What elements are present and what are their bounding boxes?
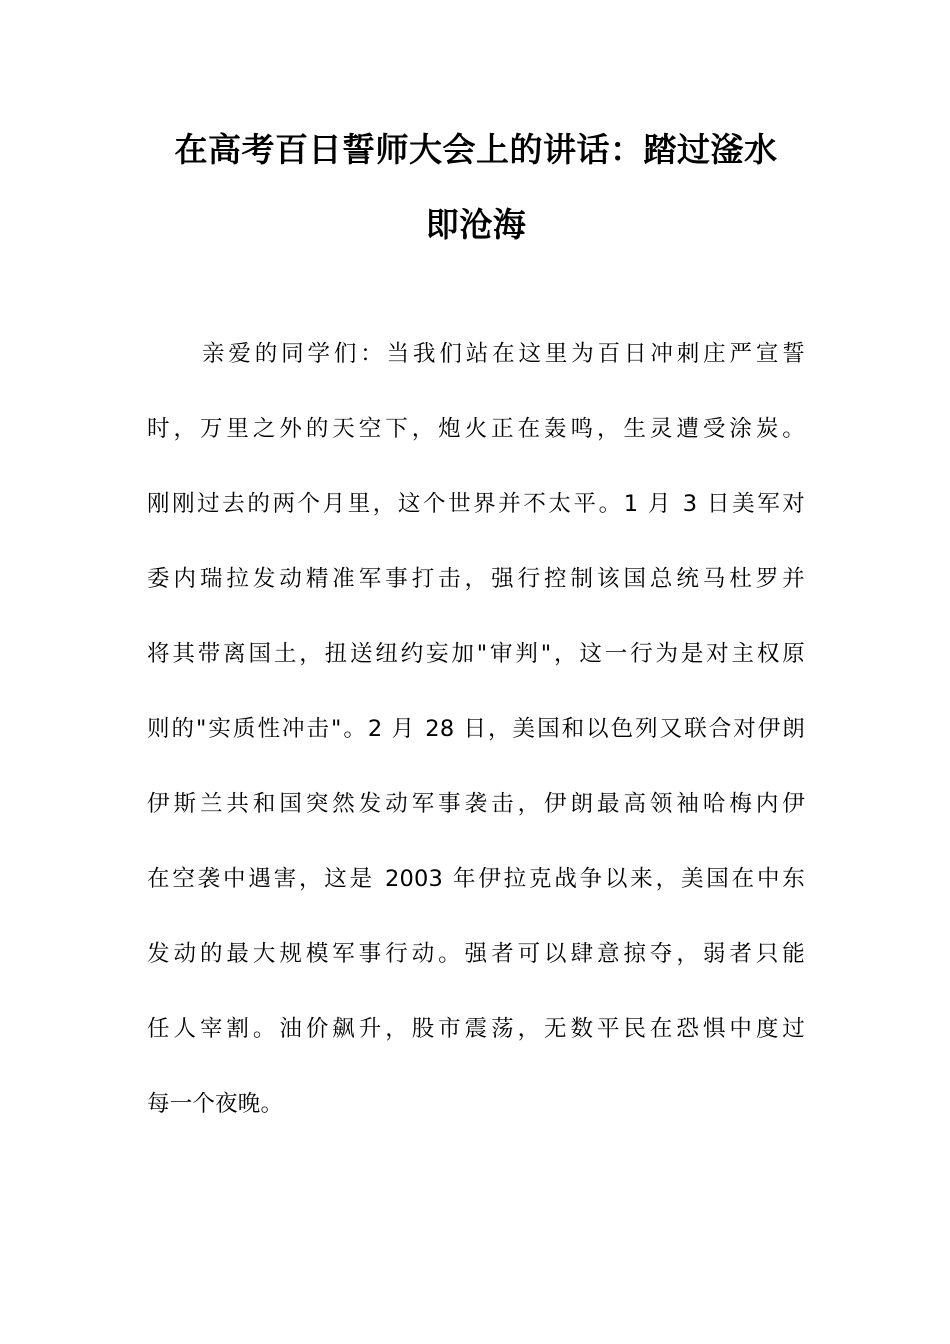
body-line-8: 在空袭中遇害，这是 2003 年伊拉克战争以来，美国在中东: [147, 866, 805, 892]
body-line-1: 亲爱的同学们：当我们站在这里为百日冲刺庄严宣誓: [202, 341, 805, 367]
body-line-11: 每一个夜晚。: [147, 1091, 284, 1117]
body-line-3: 刚刚过去的两个月里，这个世界并不太平。1 月 3 日美军对: [147, 491, 805, 517]
title-line-1: 在高考百日誓师大会上的讲话：踏过滏水: [174, 130, 778, 169]
body-line-2: 时，万里之外的天空下，炮火正在轰鸣，生灵遭受涂炭。: [147, 416, 805, 442]
body-line-7: 伊斯兰共和国突然发动军事袭击，伊朗最高领袖哈梅内伊: [147, 791, 805, 817]
title-line-2: 即沧海: [425, 205, 527, 244]
body-line-10: 任人宰割。油价飙升，股市震荡，无数平民在恐惧中度过: [147, 1016, 805, 1042]
body-paragraph: [147, 317, 805, 1142]
body-line-4: 委内瑞拉发动精准军事打击，强行控制该国总统马杜罗并: [147, 566, 805, 592]
document-title: [147, 112, 805, 262]
body-line-9: 发动的最大规模军事行动。强者可以肆意掠夺，弱者只能: [147, 941, 805, 967]
body-line-6: 则的"实质性冲击"。2 月 28 日，美国和以色列又联合对伊朗: [147, 716, 805, 742]
body-line-5: 将其带离国土，扭送纽约妄加"审判"，这一行为是对主权原: [147, 641, 805, 667]
